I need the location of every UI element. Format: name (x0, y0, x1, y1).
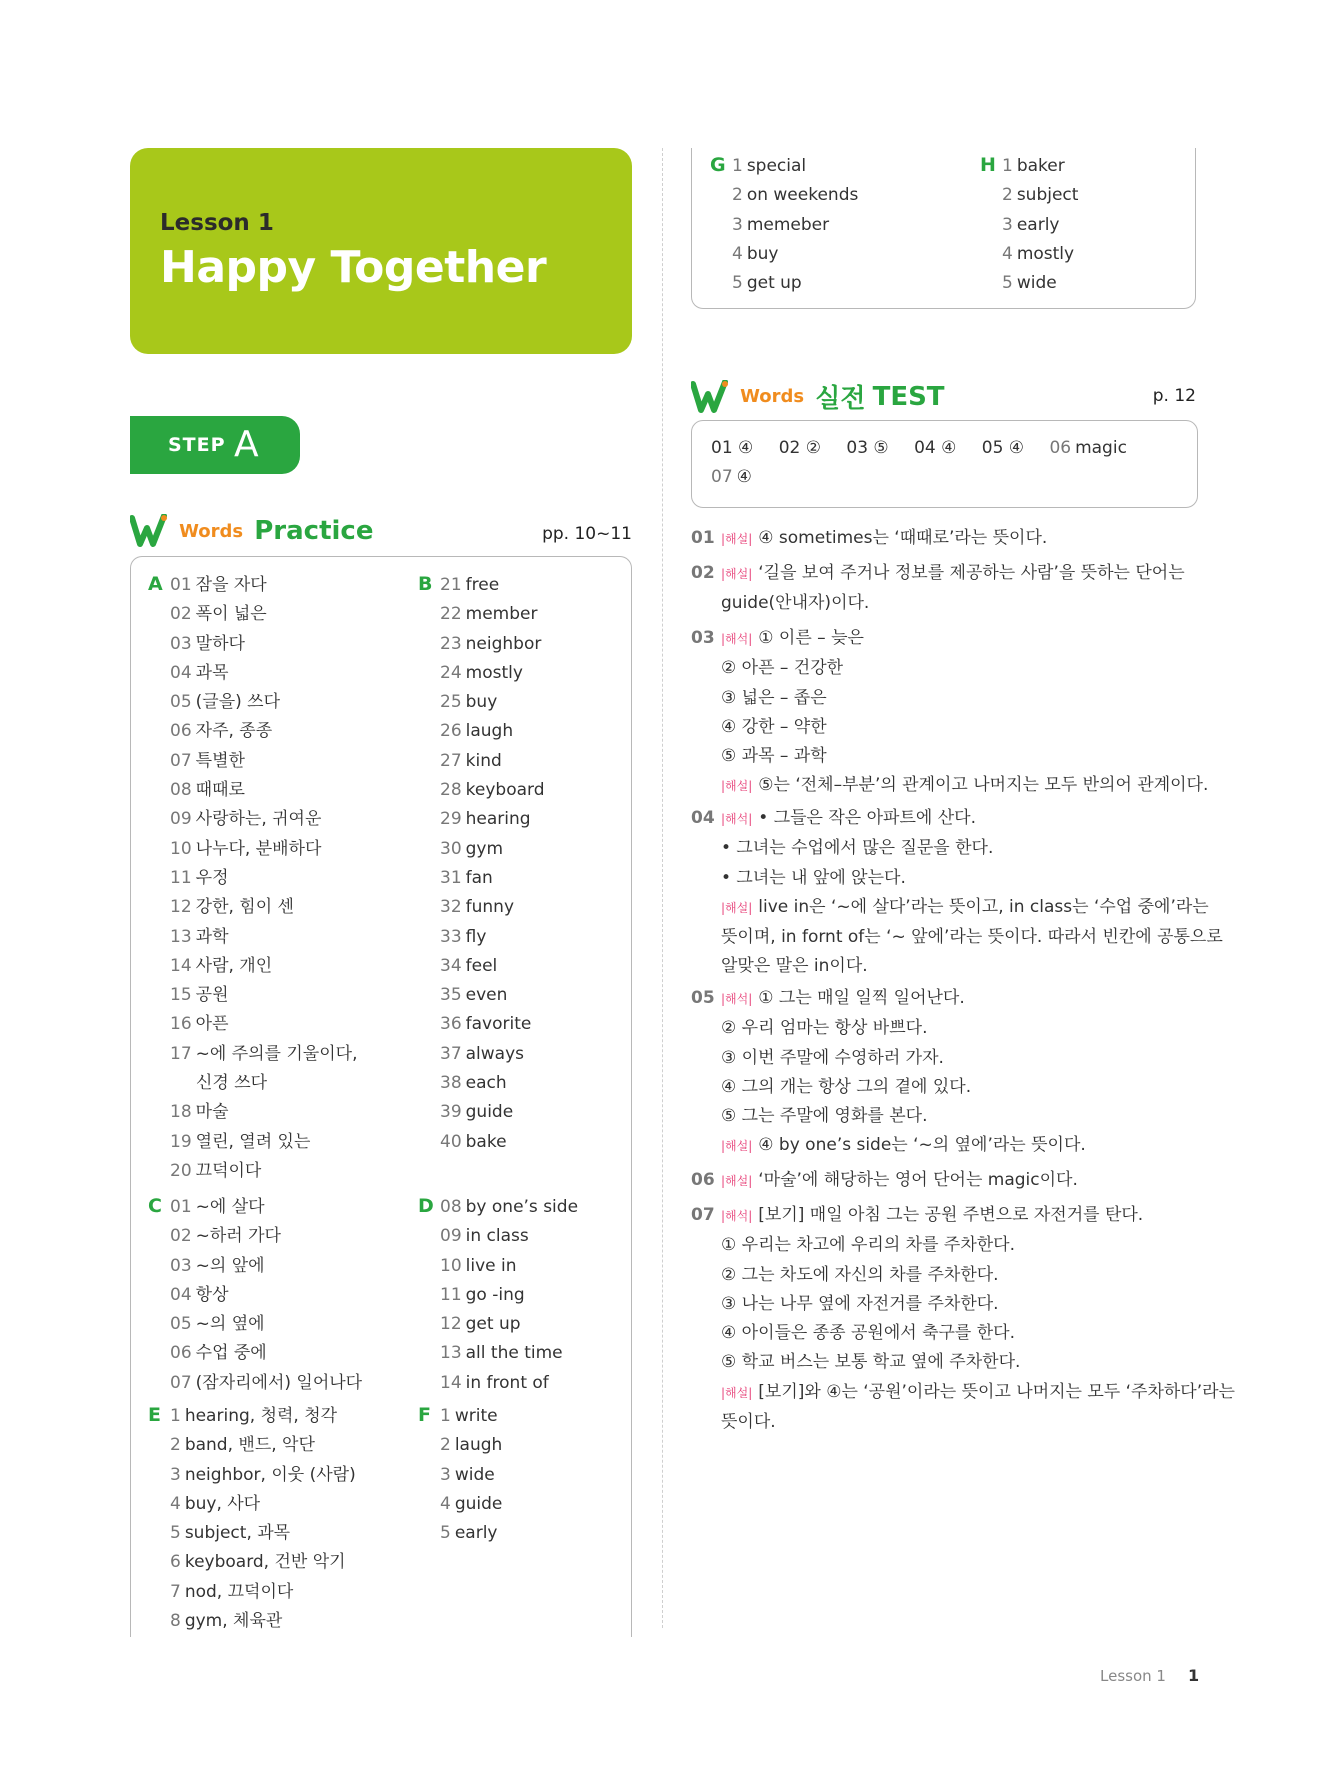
item-number: 18 (170, 1102, 192, 1123)
item-number: 07 (170, 1372, 192, 1393)
list-item: 32 funny (440, 897, 515, 918)
list-item: 20 끄덕이다 (170, 1160, 262, 1181)
list-item: 14 사람, 개인 (170, 955, 273, 976)
list-item: 02 ~하러 가다 (170, 1226, 281, 1247)
item-number: 27 (440, 750, 462, 771)
list-item: 07 (잠자리에서) 일어나다 (170, 1372, 363, 1393)
item-number: 4 (732, 243, 743, 264)
item-number: 8 (170, 1611, 181, 1632)
answer-item: 06 magic (1049, 438, 1127, 458)
explanation-06: 06 |해설| ‘마술’에 해당하는 영어 단어는 magic이다. (691, 1170, 1078, 1190)
list-item: 05 (글을) 쓰다 (170, 692, 280, 713)
item-number: 13 (170, 926, 192, 947)
list-item: 4 buy, 사다 (170, 1493, 261, 1514)
item-number: 1 (440, 1406, 451, 1426)
list-item: 15 공원 (170, 985, 229, 1006)
item-number: 02 (170, 604, 192, 625)
list-item: 39 guide (440, 1102, 514, 1123)
explanation-05: 05 |해석| ① 그는 매일 일찍 일어난다. ② 우리 엄마는 항상 바쁘다. ③ 이번 주말에 수영하러 가자. ④ 그의 개는 항상 그의 곁에 있다. ⑤ 그는 주말에 영화를 본다. |해설| ④ by one’s side는 ‘~의 옆에’라는 뜻이다. (691, 988, 1086, 1156)
section-b (418, 570, 545, 1157)
list-item: 3 early (1002, 214, 1060, 235)
item-number: 17 (170, 1043, 192, 1064)
list-item: 40 bake (440, 1131, 507, 1152)
list-item: 35 even (440, 985, 508, 1006)
answer-item: 04 ④ (914, 438, 957, 458)
section-a-label: A (148, 573, 163, 595)
item-number: 28 (440, 780, 462, 801)
test-answers (711, 434, 1127, 493)
list-item: 10 live in (440, 1255, 517, 1276)
item-number: 16 (170, 1014, 192, 1035)
list-item: 34 feel (440, 955, 498, 976)
item-number: 30 (440, 838, 462, 859)
item-number: 2 (170, 1435, 181, 1456)
list-item: 04 항상 (170, 1284, 229, 1305)
list-item: 10 나누다, 분배하다 (170, 838, 322, 859)
test-page-ref: p. 12 (1152, 386, 1196, 406)
item-number: 06 (170, 1343, 192, 1364)
words-label: Words (740, 386, 805, 407)
answer-item: 07 ④ (711, 467, 752, 488)
section-h-label: H (980, 154, 996, 176)
list-item: 24 mostly (440, 662, 523, 683)
item-number: 06 (170, 721, 192, 742)
list-item: 신경 쓰다 (196, 1073, 268, 1094)
explanation-07: 07 |해석| [보기] 매일 아침 그는 공원 주변으로 자전거를 탄다. ① 우리는 차고에 우리의 차를 주차한다. ② 그는 차도에 자신의 차를 주차한다. ③ 나는 나무 옆에 자전거를 주차한다. ④ 아이들은 종종 공원에서 축구를 한다. ⑤ 학교 버스는 보통 학교 옆에 주차한다. |해설| [보기]와 ④는 ‘공원’이라는 뜻이고 나머지는 모두 ‘주차하다’라는 뜻이다. (691, 1205, 1235, 1433)
list-item: 06 수업 중에 (170, 1343, 267, 1364)
list-item: A 01 잠을 자다 (148, 570, 357, 600)
list-item: 30 gym (440, 838, 504, 859)
section-b-label: B (418, 573, 433, 595)
item-number: 5 (170, 1523, 181, 1544)
item-number: 15 (170, 985, 192, 1006)
item-number: 09 (170, 809, 192, 830)
list-item: 08 때때로 (170, 780, 245, 801)
item-number: 4 (440, 1493, 451, 1514)
answer-item: 03 ⑤ (846, 438, 889, 458)
item-number: 14 (440, 1372, 462, 1393)
list-item: 06 자주, 종종 (170, 721, 273, 742)
item-number: 1 (732, 156, 743, 176)
explanation-02: 02 |해설| ‘길을 보여 주거나 정보를 제공하는 사람’을 뜻하는 단어는 guide(안내자)이다. (691, 563, 1185, 614)
item-number: 1 (1002, 156, 1013, 176)
list-item: 05 ~의 옆에 (170, 1314, 265, 1335)
item-number: 04 (170, 1284, 192, 1305)
list-item: 4 mostly (1002, 243, 1075, 264)
answer-item: 05 ④ (981, 438, 1025, 458)
item-number: 1 (170, 1406, 181, 1426)
item-number: 25 (440, 692, 462, 713)
item-number: 20 (170, 1160, 192, 1181)
item-number: 05 (170, 1314, 192, 1335)
item-number: 40 (440, 1131, 462, 1152)
item-number: 24 (440, 662, 462, 683)
words-practice-header (130, 514, 632, 554)
item-number: 33 (440, 926, 462, 947)
item-number: 10 (440, 1255, 462, 1276)
item-number: 3 (440, 1464, 451, 1485)
item-number: 09 (440, 1226, 462, 1247)
list-item: 09 사랑하는, 귀여운 (170, 809, 322, 830)
step-letter: A (234, 424, 259, 465)
item-number: 34 (440, 955, 462, 976)
practice-title: Practice (254, 516, 374, 546)
item-number: 10 (170, 838, 192, 859)
section-f-label: F (418, 1404, 431, 1426)
item-number: 08 (170, 780, 192, 801)
lesson-label: Lesson 1 (160, 210, 274, 236)
column-divider (662, 148, 663, 1628)
answer-item: 01 ④ (711, 438, 754, 458)
answer-row (711, 463, 1127, 492)
page-footer (1100, 1666, 1199, 1685)
item-number: 37 (440, 1043, 462, 1064)
list-item: D 08 by one’s side (418, 1192, 578, 1222)
item-number: 19 (170, 1131, 192, 1152)
item-number: 36 (440, 1014, 462, 1035)
item-number: 05 (170, 692, 192, 713)
lesson-banner (130, 148, 632, 354)
list-item: 07 특별한 (170, 750, 245, 771)
list-item: 18 마술 (170, 1102, 229, 1123)
list-item: C 01 ~에 살다 (148, 1192, 362, 1222)
item-number: 08 (440, 1197, 462, 1217)
list-item: 25 buy (440, 692, 498, 713)
list-item: 16 아픈 (170, 1014, 229, 1035)
words-label: Words (179, 520, 244, 542)
answer-row (711, 434, 1127, 463)
item-number: 3 (732, 214, 743, 235)
list-item: 02 폭이 넓은 (170, 604, 267, 625)
section-d-label: D (418, 1195, 434, 1217)
list-item: 03 ~의 앞에 (170, 1255, 265, 1276)
item-number: 06 (1049, 438, 1072, 458)
item-number: 2 (732, 185, 743, 206)
item-number: 5 (732, 273, 743, 294)
list-item: 3 memeber (732, 214, 830, 235)
section-d (418, 1192, 578, 1398)
list-item: G 1 special (710, 151, 858, 181)
item-number: 35 (440, 985, 462, 1006)
test-title-en: TEST (872, 381, 945, 412)
item-number: 07 (170, 750, 192, 771)
explanation-01: 01 |해설| ④ sometimes는 ‘때때로’라는 뜻이다. (691, 528, 1048, 548)
words-test-header (691, 378, 1196, 418)
list-item: H 1 baker (980, 151, 1078, 181)
list-item: 09 in class (440, 1226, 529, 1247)
item-number: 39 (440, 1102, 462, 1123)
list-item: 17 ~에 주의를 기울이다, (170, 1043, 358, 1064)
item-number: 11 (440, 1284, 462, 1305)
list-item: 14 in front of (440, 1372, 549, 1393)
list-item: 31 fan (440, 867, 493, 888)
list-item: 8 gym, 체육관 (170, 1611, 283, 1632)
list-item: 37 always (440, 1043, 525, 1064)
section-e-label: E (148, 1404, 161, 1426)
explanation-04: 04 |해석| • 그들은 작은 아파트에 산다. • 그녀는 수업에서 많은 질문을 한다. • 그녀는 내 앞에 앉는다. |해설| live in은 ‘~에 살다’라는 뜻이고, in class는 ‘수업 중에’라는 뜻이며, in fornt of는 ‘~ 앞에’라는 뜻이다. 따라서 빈칸에 공통으로 알맞은 말은 in이다. (691, 808, 1223, 977)
step-badge (130, 416, 300, 474)
item-number: 12 (440, 1314, 462, 1335)
item-number: 6 (170, 1552, 181, 1573)
test-title-ko: 실전 (815, 384, 866, 414)
item-number: 04 (170, 662, 192, 683)
item-number: 23 (440, 633, 462, 654)
item-number: 02 (170, 1226, 192, 1247)
answer-item: 02 ② (778, 438, 821, 458)
list-item: 5 early (440, 1523, 498, 1544)
list-item: 23 neighbor (440, 633, 542, 654)
list-item: 2 subject (1002, 185, 1079, 206)
list-item: 4 buy (732, 243, 779, 264)
item-number: 31 (440, 867, 462, 888)
list-item: 3 wide (440, 1464, 495, 1485)
section-c-label: C (148, 1195, 162, 1217)
footer-lesson: Lesson 1 (1100, 1667, 1166, 1685)
practice-page-ref: pp. 10~11 (542, 524, 632, 544)
item-number: 38 (440, 1073, 462, 1094)
item-number: 3 (1002, 214, 1013, 235)
item-number: 2 (1002, 185, 1013, 206)
list-item: 33 fly (440, 926, 487, 947)
list-item: 27 kind (440, 750, 502, 771)
list-item: E 1 hearing, 청력, 청각 (148, 1401, 356, 1431)
section-g (710, 151, 858, 298)
lesson-title: Happy Together (160, 242, 547, 293)
list-item: 2 on weekends (732, 185, 859, 206)
section-e (148, 1401, 356, 1636)
section-g-label: G (710, 154, 726, 176)
item-number: 22 (440, 604, 462, 625)
list-item: 5 wide (1002, 273, 1057, 294)
list-item: 36 favorite (440, 1014, 532, 1035)
list-item: 28 keyboard (440, 780, 545, 801)
list-item: 26 laugh (440, 721, 514, 742)
list-item: 22 member (440, 604, 538, 625)
list-item: 11 우정 (170, 867, 229, 888)
list-item: 12 강한, 힘이 센 (170, 897, 294, 918)
section-c (148, 1192, 362, 1398)
item-number: 3 (170, 1464, 181, 1485)
item-number: 13 (440, 1343, 462, 1364)
list-item: 19 열린, 열려 있는 (170, 1131, 311, 1152)
page-number: 1 (1187, 1666, 1200, 1685)
item-number: 29 (440, 809, 462, 830)
item-number: 01 (170, 575, 192, 595)
explanation-03: 03 |해석| ① 이른 – 늦은 ② 아픈 – 건강한 ③ 넓은 – 좁은 ④ 강한 – 약한 ⑤ 과목 – 과학 |해설| ⑤는 ‘전체–부분’의 관계이고 나머지는 모두 반의어 관계이다. (691, 628, 1209, 796)
item-number: 5 (1002, 273, 1013, 294)
section-h (980, 151, 1078, 298)
item-number: 32 (440, 897, 462, 918)
list-item: 38 each (440, 1073, 507, 1094)
list-item: 4 guide (440, 1493, 503, 1514)
item-number: 14 (170, 955, 192, 976)
item-number: 12 (170, 897, 192, 918)
item-number: 5 (440, 1523, 451, 1544)
w-logo-icon (130, 514, 170, 548)
list-item: 03 말하다 (170, 633, 245, 654)
item-number: 03 (170, 633, 192, 654)
item-number: 03 (170, 1255, 192, 1276)
list-item: 7 nod, 끄덕이다 (170, 1581, 294, 1602)
list-item: 13 all the time (440, 1343, 563, 1364)
list-item: 5 subject, 과목 (170, 1523, 291, 1544)
item-number: 4 (170, 1493, 181, 1514)
list-item: 12 get up (440, 1314, 521, 1335)
list-item: 2 laugh (440, 1435, 503, 1456)
list-item: F 1 write (418, 1401, 502, 1431)
list-item: 04 과목 (170, 662, 229, 683)
list-item: B 21 free (418, 570, 545, 600)
list-item: 29 hearing (440, 809, 531, 830)
list-item: 13 과학 (170, 926, 229, 947)
item-number: 07 (711, 467, 733, 488)
item-number: 4 (1002, 243, 1013, 264)
item-number: 7 (170, 1581, 181, 1602)
item-number: 01 (170, 1197, 192, 1217)
step-label: STEP (168, 434, 226, 456)
list-item: 6 keyboard, 건반 악기 (170, 1552, 346, 1573)
item-number: 21 (440, 575, 462, 595)
section-f (418, 1401, 502, 1548)
list-item: 5 get up (732, 273, 802, 294)
list-item: 3 neighbor, 이웃 (사람) (170, 1464, 356, 1485)
item-number: 11 (170, 867, 192, 888)
section-a (148, 570, 357, 1186)
list-item: 2 band, 밴드, 악단 (170, 1435, 315, 1456)
item-number: 2 (440, 1435, 451, 1456)
list-item: 11 go -ing (440, 1284, 525, 1305)
w-logo-icon (691, 380, 731, 414)
item-number: 26 (440, 721, 462, 742)
